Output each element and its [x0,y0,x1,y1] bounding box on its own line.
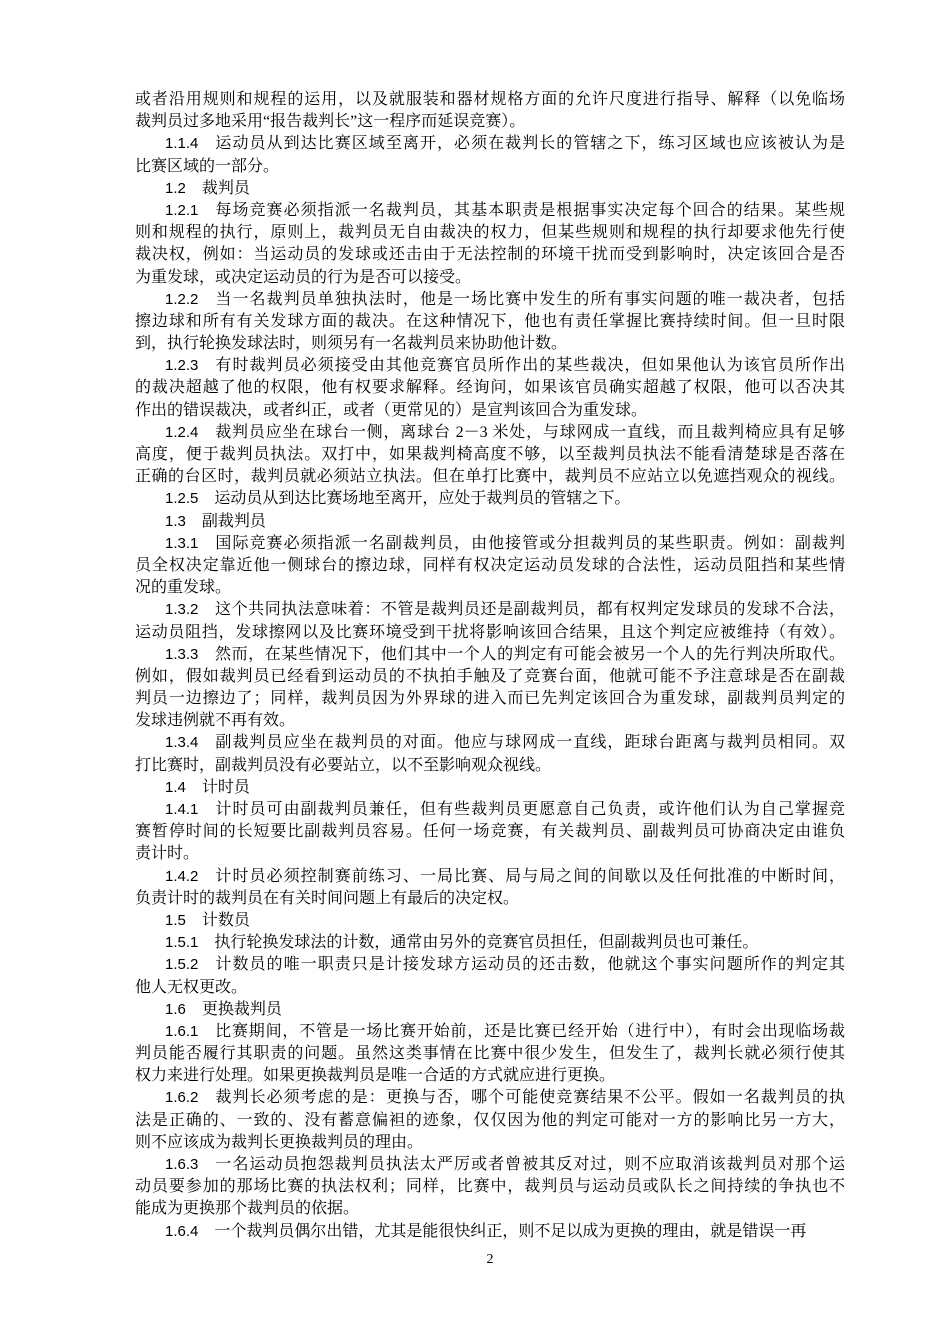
line-text: 每场竞赛必须指派一名裁判员，其基本职责是根据事实决定每个回合的结果。某些规 [214,201,845,219]
line-text: 高度，便于裁判员执法。双打中，如果裁判椅高度不够，以至裁判员执法不能看清楚球是否落在 [135,446,845,463]
line-text: 例如，假如裁判员已经看到运动员的不执拍手触及了竞赛台面，他就可能不予注意球是否在副裁 [135,667,845,685]
paragraph [135,910,845,932]
text-line [135,932,845,954]
line-text: 则和规程的执行，原则上，裁判员无自由裁决的权力，但某些规则和规程的执行却要求他先行使 [135,224,845,242]
clause-number: 1.2.1 [165,201,199,219]
line-text: 裁判员 [201,179,250,197]
text-line [135,799,845,821]
line-text: 赛暂停时间的长短要比副裁判员容易。任何一场竞赛，有关裁判员、副裁判员可协商决定由谁负 [135,823,845,841]
text-line [135,422,845,444]
text-line [135,511,845,533]
line-text: 裁判长必须考虑的是：更换与否，哪个可能使竞赛结果不公平。假如一名裁判员的执 [214,1089,845,1107]
line-text: 正确的台区时，裁判员就必须站立执法。但在单打比赛中，裁判员不应站立以免遮挡观众的视线。 [135,468,845,486]
line-text: 负责计时的裁判员在有关时间问题上有最后的决定权。 [135,889,520,907]
text-line [135,555,845,577]
line-text: 判员一边擦边了；同样，裁判员因为外界球的进入而已先判定该回合为重发球，副裁判员判定的 [135,690,845,708]
clause-number: 1.3 [165,512,186,530]
line-text: 计时员必须控制赛前练习、一局比赛、局与局之间的间歇以及任何批准的中断时间， [214,867,845,885]
line-text: 计数员的唯一职责只是计接发球方运动员的还击数，他就这个事实问题所作的判定其 [214,956,845,974]
text-line [135,200,845,222]
text-line [135,289,845,311]
text-line [135,954,845,976]
paragraph [135,133,845,177]
line-text: 运动员从到达比赛场地至离开，应处于裁判员的管辖之下。 [214,490,631,508]
text-line [135,777,845,799]
line-text: 运动员阻挡，发球擦网以及比赛环境受到干扰将影响该回合结果，且这个判定应被维持（有效）。 [135,623,845,641]
text-line [135,156,845,178]
text-line [135,644,845,666]
line-text: 责计时。 [135,845,200,863]
text-line [135,111,845,133]
paragraph [135,999,845,1021]
paragraph [135,1021,845,1088]
line-text: 副裁判员 [201,512,266,530]
line-text: 的裁决超越了他的权限，他有权要求解释。经询问，如果该官员确实超越了权限，他可以否决其 [135,379,845,397]
clause-number: 1.5 [165,911,186,929]
line-text: 能成为更换那个裁判员的依据。 [135,1200,360,1218]
text-line [135,999,845,1021]
paragraph [135,533,845,600]
text-line [135,466,845,488]
clause-number: 1.3.3 [165,645,199,663]
text-line [135,1021,845,1043]
paragraph [135,511,845,533]
paragraph [135,599,845,643]
line-text: 他人无权更改。 [135,978,248,996]
paragraph [135,289,845,356]
clause-number: 1.2.3 [165,357,199,375]
paragraph [135,1087,845,1154]
line-text: 法是正确的、一致的、没有蓄意偏袒的迹象，仅仅因为他的判定可能对一方的影响比另一方大， [135,1111,845,1129]
line-text: 计时员 [201,778,250,796]
clause-number: 1.4.1 [165,801,199,818]
clause-number: 1.5.2 [165,956,199,974]
text-line [135,89,845,111]
text-line [135,1065,845,1087]
paragraph [135,422,845,489]
line-text: 判员能否履行其职责的问题。虽然这类事情在比赛中很少发生，但发生了，裁判长就必须行使其 [135,1045,845,1063]
document-body [135,89,845,1243]
clause-number: 1.3.2 [165,601,199,619]
line-text: 发球违例就不再有效。 [135,712,296,730]
text-line [135,599,845,621]
text-line [135,1154,845,1176]
line-text: 为重发球，或决定运动员的行为是否可以接受。 [135,268,472,286]
paragraph [135,732,845,776]
clause-number: 1.5.1 [165,934,199,952]
text-line [135,622,845,644]
line-text: 或者沿用规则和规程的运用，以及就服装和器材规格方面的允许尺度进行指导、解释（以免临场 [135,91,845,108]
text-line [135,1198,845,1220]
line-text: 计数员 [201,911,250,929]
paragraph [135,89,845,133]
clause-number: 1.1.4 [165,135,199,153]
line-text: 比赛期间，不管是一场比赛开始前，还是比赛已经开始（进行中），有时会出现临场裁 [214,1022,845,1040]
text-line [135,133,845,155]
text-line [135,710,845,732]
page-number: 2 [486,1252,494,1267]
line-text: 这个共同执法意味着：不管是裁判员还是副裁判员，都有权判定发球员的发球不合法， [214,601,845,619]
clause-number: 1.3.1 [165,534,199,552]
text-line [135,444,845,466]
text-line [135,1132,845,1154]
line-text: 国际竞赛必须指派一名副裁判员，由他接管或分担裁判员的某些职责。例如：副裁判 [214,534,845,552]
line-text: 一个裁判员偶尔出错，尤其是能很快纠正，则不足以成为更换的理由，就是错误一再 [214,1222,807,1240]
paragraph [135,355,845,422]
text-line [135,1176,845,1198]
line-text: 有时裁判员必须接受由其他竞赛官员所作出的某些裁决，但如果他认为该官员所作出 [214,357,845,375]
line-text: 计时员可由副裁判员兼任，但有些裁判员更愿意自己负责，或许他们认为自己掌握竞 [214,801,845,818]
text-line [135,178,845,200]
text-line [135,688,845,710]
paragraph [135,200,845,289]
text-line [135,755,845,777]
text-line [135,333,845,355]
paragraph [135,799,845,866]
text-line [135,267,845,289]
text-line [135,577,845,599]
clause-number: 1.6.4 [165,1222,199,1240]
clause-number: 1.6.2 [165,1089,199,1107]
line-text: 副裁判员应坐在裁判员的对面。他应与球网成一直线，距球台距离与裁判员相同。双 [214,734,845,752]
clause-number: 1.2.2 [165,290,199,308]
paragraph [135,777,845,799]
clause-number: 1.6.3 [165,1156,199,1173]
text-line [135,977,845,999]
line-text: 况的重发球。 [135,579,232,597]
line-text: 则不应该成为裁判长更换裁判员的理由。 [135,1133,424,1151]
paragraph [135,644,845,733]
line-text: 擦边球和所有有关发球方面的裁决。在这种情况下，他也有责任掌握比赛持续时间。但一旦时限 [135,312,845,330]
line-text: 运动员从到达比赛区域至离开，必须在裁判长的管辖之下，练习区域也应该被认为是 [214,135,845,153]
line-text: 一名运动员抱怨裁判员执法太严厉或者曾被其反对过，则不应取消该裁判员对那个运 [214,1156,845,1173]
text-line [135,244,845,266]
text-line [135,400,845,422]
clause-number: 1.2 [165,179,186,197]
text-line [135,222,845,244]
paragraph [135,1154,845,1221]
line-text: 员全权决定靠近他一侧球台的擦边球，同样有权决定运动员发球的合法性，运动员阻挡和某些情 [135,556,845,574]
paragraph [135,954,845,998]
text-line [135,843,845,865]
text-line [135,732,845,754]
clause-number: 1.2.5 [165,490,199,508]
line-text: 作出的错误裁决，或者纠正，或者（更常见的）是宣判该回合为重发球。 [135,401,648,419]
text-line [135,1110,845,1132]
text-line [135,1043,845,1065]
text-line [135,377,845,399]
line-text: 裁判员过多地采用“报告裁判长”这一程序而延误竞赛）。 [135,113,526,131]
line-text: 打比赛时，副裁判员没有必要站立，以不至影响观众视线。 [135,756,552,774]
clause-number: 1.3.4 [165,734,199,752]
line-text: 动员要参加的那场比赛的执法权利；同样，比赛中，裁判员与运动员或队长之间持续的争执也不 [135,1178,845,1196]
line-text: 更换裁判员 [201,1000,282,1018]
text-line [135,355,845,377]
clause-number: 1.2.4 [165,423,199,441]
text-line [135,821,845,843]
line-text: 权力来进行处理。如果更换裁判员是唯一合适的方式就应进行更换。 [135,1067,616,1085]
line-text: 比赛区域的一部分。 [135,157,280,175]
paragraph [135,488,845,510]
text-line [135,666,845,688]
line-text: 裁决权，例如：当运动员的发球或还击由于无法控制的环境干扰而受到影响时，决定该回合是否 [135,246,845,264]
line-text: 然而，在某些情况下，他们其中一个人的判定有可能会被另一个人的先行判决所取代。 [214,645,845,663]
clause-number: 1.6.1 [165,1022,199,1040]
text-line [135,1221,845,1243]
text-line [135,910,845,932]
line-text: 当一名裁判员单独执法时，他是一场比赛中发生的所有事实问题的唯一裁决者，包括 [214,290,845,308]
text-line [135,311,845,333]
line-text: 执行轮换发球法的计数，通常由另外的竞赛官员担任，但副裁判员也可兼任。 [214,934,759,952]
text-line [135,1087,845,1109]
text-line [135,488,845,510]
clause-number: 1.6 [165,1000,186,1018]
text-line [135,888,845,910]
paragraph [135,932,845,954]
clause-number: 1.4.2 [165,867,199,885]
paragraph [135,178,845,200]
line-text: 到，执行轮换发球法时，则须另有一名裁判员来协助他计数。 [135,335,568,353]
text-line [135,533,845,555]
line-text: 裁判员应坐在球台一侧，离球台 2－3 米处，与球网成一直线，而且裁判椅应具有足够 [214,423,845,441]
paragraph [135,866,845,910]
text-line [135,866,845,888]
paragraph [135,1221,845,1243]
clause-number: 1.4 [165,778,186,796]
